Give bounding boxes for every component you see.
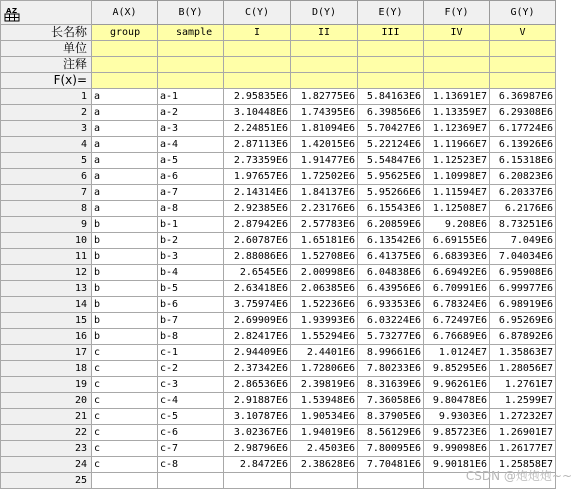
data-cell[interactable]: 2.37342E6 [224,361,291,377]
data-cell[interactable]: 7.049E6 [490,233,556,249]
data-cell[interactable]: 2.87942E6 [224,217,291,233]
data-cell[interactable]: 6.95269E6 [490,313,556,329]
data-cell[interactable]: 2.87113E6 [224,137,291,153]
data-cell[interactable]: 5.73277E6 [358,329,424,345]
row-number[interactable]: 21 [1,409,92,425]
data-cell[interactable]: 8.99661E6 [358,345,424,361]
data-cell[interactable]: 1.42015E6 [291,137,358,153]
data-cell[interactable]: 2.4401E6 [291,345,358,361]
data-cell[interactable]: a-3 [158,121,224,137]
row-number[interactable]: 8 [1,201,92,217]
table-row [1,409,556,425]
data-cell[interactable]: 6.93353E6 [358,297,424,313]
data-cell[interactable]: c-5 [158,409,224,425]
row-number[interactable]: 23 [1,441,92,457]
data-cell[interactable]: 8.37905E6 [358,409,424,425]
data-cell[interactable]: 1.26177E7 [490,441,556,457]
data-cell[interactable]: c [92,393,158,409]
data-cell[interactable]: b [92,233,158,249]
data-cell[interactable]: 1.27232E7 [490,409,556,425]
data-cell[interactable]: 1.2761E7 [490,377,556,393]
data-cell[interactable]: 6.70991E6 [424,281,490,297]
data-cell[interactable]: 9.90181E6 [424,457,490,473]
data-cell[interactable]: 1.94019E6 [291,425,358,441]
sort-az-icon [4,6,24,22]
data-cell[interactable]: 1.82775E6 [291,89,358,105]
data-cell[interactable]: 6.39856E6 [358,105,424,121]
data-cell[interactable]: 2.14314E6 [224,185,291,201]
meta-cell[interactable] [158,57,224,73]
data-cell[interactable]: 2.69909E6 [224,313,291,329]
data-cell[interactable]: 3.10448E6 [224,105,291,121]
data-cell[interactable]: 5.95625E6 [358,169,424,185]
meta-cell[interactable] [224,73,291,89]
data-cell[interactable] [92,473,158,489]
data-cell[interactable]: 2.38628E6 [291,457,358,473]
data-cell[interactable]: 1.74395E6 [291,105,358,121]
data-cell[interactable]: 1.12369E7 [424,121,490,137]
data-cell[interactable] [224,473,291,489]
data-cell[interactable]: 6.99977E6 [490,281,556,297]
data-cell[interactable]: b-8 [158,329,224,345]
data-cell[interactable]: 6.15543E6 [358,201,424,217]
data-cell[interactable]: 6.72497E6 [424,313,490,329]
data-cell[interactable]: a [92,105,158,121]
table-row [1,345,556,361]
meta-cell[interactable] [291,57,358,73]
data-cell[interactable]: b-7 [158,313,224,329]
data-cell[interactable]: 1.90534E6 [291,409,358,425]
table-row [1,377,556,393]
meta-cell[interactable] [291,73,358,89]
data-cell[interactable]: 2.06385E6 [291,281,358,297]
table-row [1,249,556,265]
data-cell[interactable]: 1.53948E6 [291,393,358,409]
data-cell[interactable]: 6.04838E6 [358,265,424,281]
row-number[interactable]: 16 [1,329,92,345]
fx-row [1,73,556,89]
table-row [1,393,556,409]
data-cell[interactable]: 1.52236E6 [291,297,358,313]
data-cell[interactable]: 2.6545E6 [224,265,291,281]
data-cell[interactable]: 1.81094E6 [291,121,358,137]
data-cell[interactable]: 2.98796E6 [224,441,291,457]
meta-cell[interactable]: IV [424,25,490,41]
data-cell[interactable]: 1.91477E6 [291,153,358,169]
row-number[interactable]: 1 [1,89,92,105]
data-cell[interactable]: c-7 [158,441,224,457]
data-cell[interactable]: 1.12523E7 [424,153,490,169]
data-cell[interactable]: a [92,185,158,201]
meta-cell[interactable] [158,41,224,57]
data-cell[interactable]: c [92,345,158,361]
data-cell[interactable]: 6.69492E6 [424,265,490,281]
column-header-b[interactable]: B(Y) [158,1,224,25]
data-cell[interactable]: 6.95908E6 [490,265,556,281]
csdn-watermark: CSDN @炮炮炮~~ [465,469,572,483]
meta-row-label[interactable]: 注释 [1,57,92,73]
table-row [1,121,556,137]
row-number[interactable]: 10 [1,233,92,249]
comments-row [1,57,556,73]
data-cell[interactable]: b [92,281,158,297]
meta-cell[interactable] [358,57,424,73]
row-number[interactable]: 7 [1,185,92,201]
table-row [1,89,556,105]
data-cell[interactable]: 2.92385E6 [224,201,291,217]
row-number[interactable]: 20 [1,393,92,409]
row-number[interactable]: 24 [1,457,92,473]
data-cell[interactable] [291,473,358,489]
data-cell[interactable]: 2.63418E6 [224,281,291,297]
meta-row-label[interactable]: F(x)= [1,73,92,89]
meta-cell[interactable] [92,41,158,57]
data-cell[interactable]: b [92,329,158,345]
column-header-c[interactable]: C(Y) [224,1,291,25]
meta-cell[interactable]: group [92,25,158,41]
data-cell[interactable]: 1.11966E7 [424,137,490,153]
meta-cell[interactable] [424,41,490,57]
meta-cell[interactable]: V [490,25,556,41]
data-cell[interactable]: 2.95835E6 [224,89,291,105]
data-cell[interactable]: 2.23176E6 [291,201,358,217]
row-number[interactable]: 5 [1,153,92,169]
data-cell[interactable]: 1.84137E6 [291,185,358,201]
data-cell[interactable]: c [92,409,158,425]
data-cell[interactable]: c-2 [158,361,224,377]
data-cell[interactable]: 2.8472E6 [224,457,291,473]
row-number[interactable]: 19 [1,377,92,393]
data-cell[interactable]: 6.13926E6 [490,137,556,153]
data-cell[interactable]: 5.70427E6 [358,121,424,137]
data-cell[interactable]: a-1 [158,89,224,105]
meta-cell[interactable] [424,73,490,89]
data-cell[interactable]: 2.57783E6 [291,217,358,233]
data-cell[interactable]: c [92,361,158,377]
table-row [1,153,556,169]
data-cell[interactable]: 6.17724E6 [490,121,556,137]
data-cell[interactable]: 6.2176E6 [490,201,556,217]
data-cell[interactable]: 1.25858E7 [490,457,556,473]
row-number[interactable]: 6 [1,169,92,185]
data-cell[interactable]: 2.82417E6 [224,329,291,345]
table-row [1,169,556,185]
meta-cell[interactable] [490,57,556,73]
data-cell[interactable]: a [92,121,158,137]
data-cell[interactable]: c-6 [158,425,224,441]
data-cell[interactable]: 9.9303E6 [424,409,490,425]
data-cell[interactable]: 6.36987E6 [490,89,556,105]
table-row [1,441,556,457]
data-cell[interactable] [158,473,224,489]
data-cell[interactable]: 1.65181E6 [291,233,358,249]
data-cell[interactable]: c [92,441,158,457]
table-row [1,265,556,281]
data-cell[interactable]: b [92,265,158,281]
data-cell[interactable]: a-5 [158,153,224,169]
data-cell[interactable]: 6.98919E6 [490,297,556,313]
data-cell[interactable]: b-1 [158,217,224,233]
data-cell[interactable]: 5.84163E6 [358,89,424,105]
data-cell[interactable]: 1.28056E7 [490,361,556,377]
table-row [1,361,556,377]
data-cell[interactable]: b [92,297,158,313]
data-cell[interactable]: c-4 [158,393,224,409]
row-number[interactable]: 13 [1,281,92,297]
meta-cell[interactable] [92,57,158,73]
table-row [1,105,556,121]
data-cell[interactable]: a [92,89,158,105]
data-cell[interactable]: 5.95266E6 [358,185,424,201]
data-cell[interactable]: 1.2599E7 [490,393,556,409]
data-cell[interactable]: 9.85295E6 [424,361,490,377]
data-cell[interactable]: 5.22124E6 [358,137,424,153]
column-header-g[interactable]: G(Y) [490,1,556,25]
meta-cell[interactable] [490,41,556,57]
data-cell[interactable]: 3.02367E6 [224,425,291,441]
column-header-a[interactable]: A(X) [92,1,158,25]
data-cell[interactable]: b [92,249,158,265]
data-cell[interactable]: 6.69155E6 [424,233,490,249]
table-row [1,313,556,329]
row-number[interactable]: 22 [1,425,92,441]
data-cell[interactable]: a [92,137,158,153]
data-cell[interactable]: 2.86536E6 [224,377,291,393]
long-name-row [1,25,556,41]
data-cell[interactable]: 5.54847E6 [358,153,424,169]
row-number[interactable]: 17 [1,345,92,361]
data-cell[interactable]: c [92,457,158,473]
data-cell[interactable]: 3.75974E6 [224,297,291,313]
units-row [1,41,556,57]
svg-text:Z: Z [12,6,18,15]
data-cell[interactable]: 6.87892E6 [490,329,556,345]
data-cell[interactable]: 9.80478E6 [424,393,490,409]
row-number[interactable]: 18 [1,361,92,377]
data-cell[interactable]: 6.29308E6 [490,105,556,121]
data-cell[interactable]: b [92,217,158,233]
row-number[interactable]: 12 [1,265,92,281]
row-number[interactable]: 25 [1,473,92,489]
table-row [1,217,556,233]
data-cell[interactable]: b-6 [158,297,224,313]
row-number[interactable]: 4 [1,137,92,153]
column-header-f[interactable]: F(Y) [424,1,490,25]
data-cell[interactable]: b-3 [158,249,224,265]
meta-cell[interactable] [158,73,224,89]
meta-cell[interactable] [424,57,490,73]
data-cell[interactable]: 6.15318E6 [490,153,556,169]
data-cell[interactable]: c [92,377,158,393]
data-cell[interactable]: 6.76689E6 [424,329,490,345]
data-cell[interactable]: 1.55294E6 [291,329,358,345]
column-header-d[interactable]: D(Y) [291,1,358,25]
data-cell[interactable]: 2.60787E6 [224,233,291,249]
meta-cell[interactable] [358,73,424,89]
data-cell[interactable]: 1.93993E6 [291,313,358,329]
data-cell[interactable]: a-4 [158,137,224,153]
data-cell[interactable]: 2.88086E6 [224,249,291,265]
meta-cell[interactable] [224,57,291,73]
data-cell[interactable]: 6.68393E6 [424,249,490,265]
data-cell[interactable]: c [92,425,158,441]
meta-cell[interactable]: sample [158,25,224,41]
data-cell[interactable]: c-8 [158,457,224,473]
data-cell[interactable]: a [92,153,158,169]
data-cell[interactable]: 2.91887E6 [224,393,291,409]
data-cell[interactable]: 7.70481E6 [358,457,424,473]
meta-cell[interactable]: I [224,25,291,41]
data-cell[interactable]: 1.26901E7 [490,425,556,441]
data-cell[interactable]: 1.35863E7 [490,345,556,361]
data-cell[interactable]: 1.97657E6 [224,169,291,185]
data-cell[interactable]: 7.80095E6 [358,441,424,457]
data-cell[interactable]: 8.31639E6 [358,377,424,393]
data-cell[interactable]: 1.13691E7 [424,89,490,105]
row-number[interactable]: 9 [1,217,92,233]
data-cell[interactable]: 2.00998E6 [291,265,358,281]
data-cell[interactable]: 1.52708E6 [291,249,358,265]
data-cell[interactable]: c-3 [158,377,224,393]
data-cell[interactable]: 1.72502E6 [291,169,358,185]
data-cell[interactable]: 1.10998E7 [424,169,490,185]
table-row [1,185,556,201]
data-cell[interactable]: 7.80233E6 [358,361,424,377]
meta-cell[interactable] [490,73,556,89]
data-cell[interactable]: 6.41375E6 [358,249,424,265]
meta-cell[interactable]: III [358,25,424,41]
data-cell[interactable]: 2.94409E6 [224,345,291,361]
data-cell[interactable]: 6.20823E6 [490,169,556,185]
meta-cell[interactable] [291,41,358,57]
data-cell[interactable]: a-8 [158,201,224,217]
column-header-row [1,1,556,25]
data-cell[interactable]: 6.20859E6 [358,217,424,233]
meta-row-label[interactable]: 单位 [1,41,92,57]
meta-cell[interactable]: II [291,25,358,41]
data-cell[interactable]: b-2 [158,233,224,249]
row-number[interactable]: 2 [1,105,92,121]
meta-cell[interactable] [358,41,424,57]
data-cell[interactable]: 6.20337E6 [490,185,556,201]
data-cell[interactable] [358,473,424,489]
data-cell[interactable]: 6.78324E6 [424,297,490,313]
data-cell[interactable]: a-6 [158,169,224,185]
data-cell[interactable]: 9.96261E6 [424,377,490,393]
column-header-e[interactable]: E(Y) [358,1,424,25]
table-row [1,425,556,441]
table-row [1,329,556,345]
meta-cell[interactable] [224,41,291,57]
data-cell[interactable]: b [92,313,158,329]
data-cell[interactable]: b-5 [158,281,224,297]
data-cell[interactable]: 2.4503E6 [291,441,358,457]
meta-cell[interactable] [92,73,158,89]
data-cell[interactable]: a [92,201,158,217]
data-cell[interactable]: 9.85723E6 [424,425,490,441]
table-row [1,233,556,249]
data-cell[interactable]: 9.208E6 [424,217,490,233]
table-row [1,201,556,217]
data-cell[interactable]: 8.73251E6 [490,217,556,233]
data-cell[interactable]: 7.36058E6 [358,393,424,409]
data-cell[interactable]: 8.56129E6 [358,425,424,441]
row-number[interactable]: 3 [1,121,92,137]
select-all-corner[interactable] [1,1,92,25]
svg-text:A: A [6,6,12,15]
data-cell[interactable]: 1.13359E7 [424,105,490,121]
data-cell[interactable]: 2.73359E6 [224,153,291,169]
data-cell[interactable]: 3.10787E6 [224,409,291,425]
table-row [1,137,556,153]
data-cell[interactable]: 6.43956E6 [358,281,424,297]
data-cell[interactable]: a-7 [158,185,224,201]
meta-row-label[interactable]: 长名称 [1,25,92,41]
data-cell[interactable]: c-1 [158,345,224,361]
data-cell[interactable]: a-2 [158,105,224,121]
data-cell[interactable]: 6.03224E6 [358,313,424,329]
data-cell[interactable]: 2.39819E6 [291,377,358,393]
row-number[interactable]: 15 [1,313,92,329]
table-row [1,281,556,297]
data-cell[interactable]: 1.0124E7 [424,345,490,361]
data-cell[interactable]: 1.72806E6 [291,361,358,377]
data-cell[interactable]: a [92,169,158,185]
table-row [1,297,556,313]
data-cell[interactable]: 1.12508E7 [424,201,490,217]
data-cell[interactable]: 9.99098E6 [424,441,490,457]
data-cell[interactable]: 7.04034E6 [490,249,556,265]
data-cell[interactable]: 2.24851E6 [224,121,291,137]
row-number[interactable]: 14 [1,297,92,313]
row-number[interactable]: 11 [1,249,92,265]
data-cell[interactable]: 6.13542E6 [358,233,424,249]
data-cell[interactable]: b-4 [158,265,224,281]
data-cell[interactable]: 1.11594E7 [424,185,490,201]
